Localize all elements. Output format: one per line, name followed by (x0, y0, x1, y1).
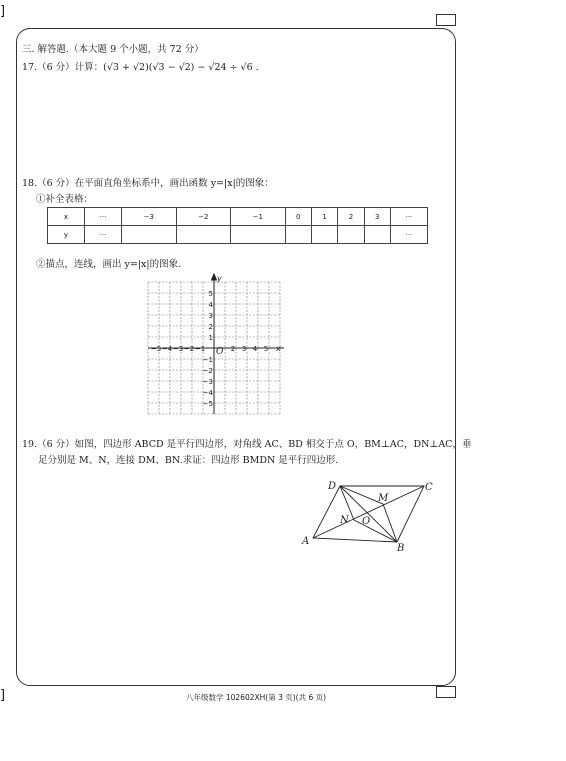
table-cell (285, 226, 311, 244)
y-tick-label: −4 (202, 389, 213, 397)
label-d: D (328, 481, 337, 492)
table-cell: 1 (311, 208, 337, 226)
origin-label: O (216, 347, 224, 357)
table-cell (176, 226, 231, 244)
question-17: 17.（6 分）计算：(√3 + √2)(√3 − √2) − √24 ÷ √6 . (22, 62, 259, 73)
y-tick-label: 4 (208, 301, 213, 309)
top-right-box (436, 14, 456, 26)
diagonal-ac (313, 486, 424, 538)
y-tick-label: 1 (208, 334, 213, 342)
y-axis-arrow (212, 274, 217, 280)
parallelogram-figure (298, 476, 438, 552)
table-cell: −1 (231, 208, 286, 226)
x-tick-label: −5 (150, 345, 162, 353)
section-title: 三. 解答题.（本大题 9 个小题，共 72 分） (22, 44, 204, 55)
y-tick-label: −5 (202, 400, 213, 408)
question-18: 18.（6 分）在平面直角坐标系中，画出函数 y=|x|的图象： (22, 178, 274, 189)
x-axis-label: x (276, 344, 281, 353)
question-19-line2: 足分别是 M、N，连接 DM、BN.求证：四边形 BMDN 是平行四边形. (38, 455, 339, 466)
table-cell: ··· (85, 208, 122, 226)
q18-part1: ①补全表格： (36, 194, 94, 205)
y-tick-label: 5 (208, 290, 213, 298)
table-cell: ··· (390, 226, 427, 244)
y-tick-label: −1 (202, 356, 213, 364)
table-cell: −3 (122, 208, 177, 226)
table-cell: ··· (85, 226, 122, 244)
label-n: N (340, 515, 349, 526)
table-cell: y (48, 226, 85, 244)
label-b: B (397, 543, 405, 552)
table-cell: 0 (285, 208, 311, 226)
xy-table (47, 207, 428, 244)
label-a: A (302, 536, 310, 547)
x-tick-label: 2 (230, 345, 236, 353)
table-cell (364, 226, 390, 244)
y-tick-label: 2 (208, 323, 213, 331)
page-footer: 八年级数学 102602XH(第 3 页)(共 6 页) (186, 693, 327, 702)
y-tick-label: −3 (202, 378, 213, 386)
y-tick-label: 3 (208, 312, 213, 320)
y-row (48, 226, 428, 244)
label-c: C (425, 482, 433, 493)
diagonal-bd (340, 486, 397, 542)
question-19-line1: 19.（6 分）如图，四边形 ABCD 是平行四边形，对角线 AC、BD 相交于点 O，BM⊥AC，DN⊥AC，垂 (22, 439, 472, 450)
x-tick-label: 3 (241, 345, 247, 353)
table-cell (311, 226, 337, 244)
table-cell (338, 226, 364, 244)
coordinate-grid (140, 270, 288, 418)
table-cell: 2 (338, 208, 364, 226)
label-o: O (362, 516, 371, 527)
x-tick-label: 5 (263, 345, 269, 353)
x-row (48, 208, 428, 226)
label-m: M (378, 493, 389, 504)
bottom-right-box (436, 686, 456, 698)
x-tick-label: −3 (172, 345, 184, 353)
table-cell: −2 (176, 208, 231, 226)
table-cell: 3 (364, 208, 390, 226)
table-cell (122, 226, 177, 244)
table-cell: x (48, 208, 85, 226)
y-tick-label: −2 (202, 367, 213, 375)
x-tick-label: −1 (194, 345, 206, 353)
x-tick-label: −4 (161, 345, 173, 353)
x-tick-label: −2 (183, 345, 195, 353)
q18-part2: ②描点，连线，画出 y=|x|的图象. (36, 259, 182, 270)
table-cell (231, 226, 286, 244)
bottom-left-bracket: ] (0, 688, 6, 703)
table-cell: ··· (390, 208, 427, 226)
y-axis-label: y (217, 274, 222, 283)
top-left-bracket: ] (0, 4, 6, 19)
x-tick-label: 4 (252, 345, 258, 353)
